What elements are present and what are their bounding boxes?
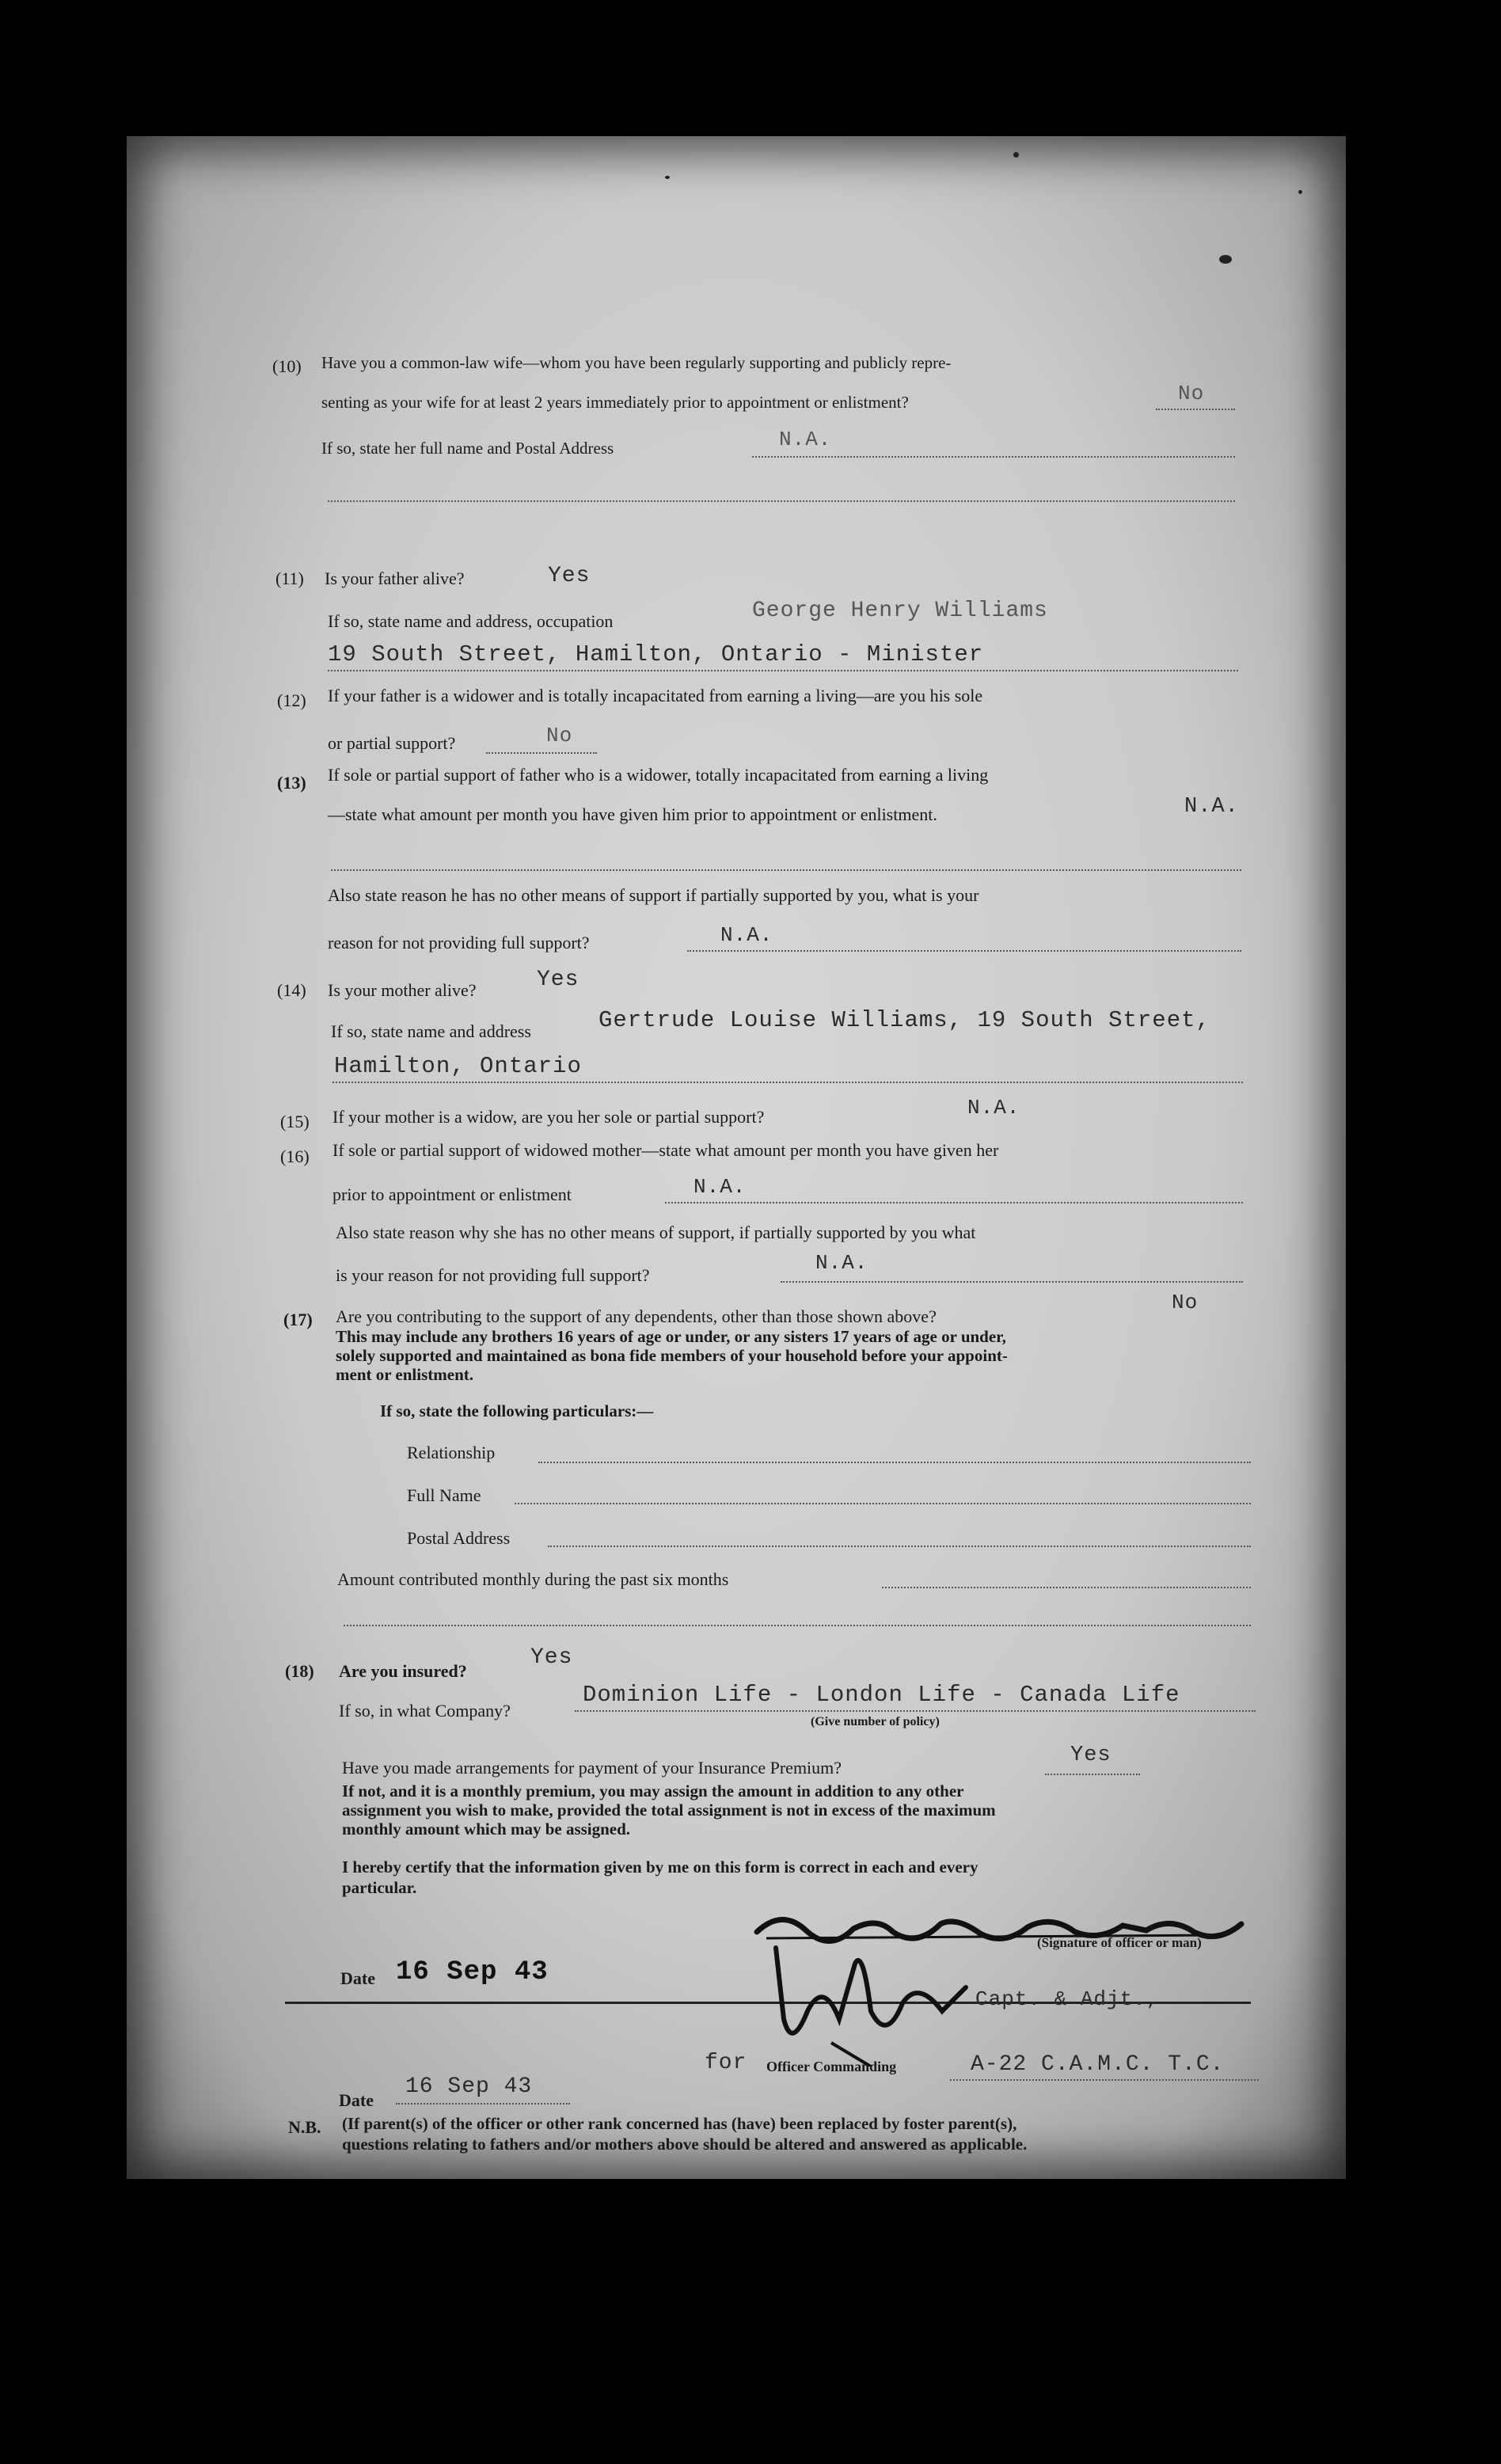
q10-answer2: N.A. — [779, 428, 832, 451]
q14-line1: Is your mother alive? — [328, 980, 477, 1000]
nb-line1: (If parent(s) of the officer or other rank concerned has (have) been replaced by foster parent(s), — [342, 2114, 1017, 2133]
dust-speck — [665, 176, 670, 179]
q16-number: (16) — [280, 1146, 310, 1166]
q10-line2: senting as your wife for at least 2 years immediately prior to appointment or enlistment? — [321, 393, 909, 412]
q10-answer-line — [1156, 409, 1235, 410]
q12-answer-line — [486, 752, 597, 754]
q17-line1: Are you contributing to the support of any dependents, other than those shown above? — [336, 1306, 937, 1326]
date-label2: Date — [339, 2090, 374, 2110]
certify-line2: particular. — [342, 1878, 417, 1897]
q16-line2: prior to appointment or enlistment — [332, 1184, 572, 1204]
certify-line1: I hereby certify that the information given by me on this form is correct in each and every — [342, 1858, 978, 1877]
q11-father-address: 19 South Street, Hamilton, Ontario - Minister — [328, 641, 984, 667]
q13-reason-line — [687, 950, 1241, 952]
q17-postal-address: Postal Address — [407, 1528, 511, 1548]
unit-line — [950, 2079, 1259, 2081]
unit: A-22 C.A.M.C. T.C. — [971, 2052, 1225, 2077]
q17-amount: Amount contributed monthly during the past six months — [337, 1569, 729, 1589]
for-label: for — [705, 2051, 747, 2075]
q14-address-line — [332, 1082, 1243, 1083]
q16-line4: is your reason for not providing full support? — [336, 1265, 650, 1285]
q18-line1: Are you insured? — [339, 1661, 467, 1681]
q18-line6: monthly amount which may be assigned. — [342, 1819, 631, 1838]
signature-caption: (Signature of officer or man) — [1037, 1935, 1202, 1950]
dust-speck — [1298, 190, 1302, 194]
q11-line1: Is your father alive? — [325, 568, 465, 588]
date-line2 — [396, 2103, 570, 2105]
q17-answer: No — [1172, 1291, 1199, 1314]
q18-company-line — [575, 1710, 1256, 1712]
q13-line3: Also state reason he has no other means of support if partially supported by you, what is your — [328, 885, 979, 905]
dust-speck — [1219, 255, 1232, 264]
q12-number: (12) — [277, 690, 306, 710]
officer-commanding: Officer Commanding — [766, 2059, 897, 2074]
q18-company: Dominion Life - London Life - Canada Life — [583, 1682, 1180, 1708]
q17-relationship-line — [538, 1462, 1251, 1463]
q15-line1: If your mother is a widow, are you her sole or partial support? — [332, 1107, 765, 1127]
q14-answer: Yes — [537, 968, 580, 992]
officer-signature — [760, 1932, 1005, 2067]
q17-line4: ment or enlistment. — [336, 1365, 473, 1384]
q17-full-name: Full Name — [407, 1485, 481, 1505]
q12-line1: If your father is a widower and is totally incapacitated from earning a living—are you his sole — [328, 686, 983, 705]
q14-line2: If so, state name and address — [331, 1021, 531, 1041]
q10-line3: If so, state her full name and Postal Address — [321, 439, 614, 458]
q11-number: (11) — [276, 568, 304, 588]
q13-amount-line — [331, 869, 1241, 871]
q11-father-name: George Henry Williams — [752, 599, 1048, 623]
q15-answer: N.A. — [967, 1096, 1020, 1120]
q17-line2: This may include any brothers 16 years of age or under, or any sisters 17 years of age or under, — [336, 1327, 1006, 1346]
q18-line2: If so, in what Company? — [339, 1701, 511, 1721]
q11-answer: Yes — [548, 564, 591, 588]
q11-line2: If so, state name and address, occupation — [328, 611, 614, 631]
nb-line2: questions relating to fathers and/or mothers above should be altered and answered as applicable. — [342, 2135, 1028, 2154]
q18-answer2: Yes — [1070, 1743, 1112, 1767]
q14-mother-address: Hamilton, Ontario — [334, 1053, 582, 1079]
q12-line2: or partial support? — [328, 733, 456, 753]
q17-postal-address-line — [548, 1546, 1251, 1547]
q12-answer: No — [546, 724, 573, 747]
q13-answer2: N.A. — [720, 923, 773, 947]
q17-amount-line — [882, 1587, 1251, 1588]
q16-answer2: N.A. — [815, 1251, 868, 1275]
q18-answer: Yes — [530, 1645, 573, 1670]
q14-mother-name: Gertrude Louise Williams, 19 South Street, — [598, 1007, 1210, 1033]
q18-line3: Have you made arrangements for payment of your Insurance Premium? — [342, 1758, 842, 1778]
q16-line1: If sole or partial support of widowed mother—state what amount per month you have given her — [332, 1140, 999, 1160]
q17-amount-line2 — [344, 1625, 1251, 1626]
q10-line1: Have you a common-law wife—whom you have been regularly supporting and publicly repre- — [321, 353, 952, 372]
q18-line5: assignment you wish to make, provided the total assignment is not in excess of the maximum — [342, 1800, 996, 1819]
date-label: Date — [340, 1968, 375, 1988]
nb-label: N.B. — [288, 2117, 321, 2137]
q17-relationship: Relationship — [407, 1443, 496, 1462]
q13-number: (13) — [277, 773, 306, 793]
q10-address-line — [752, 456, 1235, 458]
q16-answer: N.A. — [694, 1175, 747, 1199]
q16-reason-line — [781, 1281, 1243, 1283]
q17-number: (17) — [283, 1310, 313, 1329]
q10-number: (10) — [272, 356, 302, 376]
q17-line5: If so, state the following particulars:— — [380, 1401, 654, 1420]
q17-line3: solely supported and maintained as bona fide members of your household before your appoint- — [336, 1346, 1008, 1365]
q11-address-line — [328, 670, 1238, 671]
date-value2: 16 Sep 43 — [405, 2074, 533, 2099]
q16-line3: Also state reason why she has no other means of support, if partially supported by you what — [336, 1222, 976, 1242]
dust-speck — [1013, 152, 1019, 158]
q18-line4: If not, and it is a monthly premium, you may assign the amount in addition to any other — [342, 1781, 964, 1800]
q18-number: (18) — [285, 1661, 314, 1681]
q13-line1: If sole or partial support of father who is a widower, totally incapacitated from earning a living — [328, 765, 989, 785]
q18-answer2-line — [1045, 1774, 1140, 1775]
q13-answer: N.A. — [1184, 795, 1239, 819]
q17-full-name-line — [515, 1503, 1251, 1504]
q13-line4: reason for not providing full support? — [328, 933, 590, 953]
date-value: 16 Sep 43 — [396, 1957, 549, 1987]
q10-answer: No — [1178, 382, 1205, 405]
q15-number: (15) — [280, 1112, 310, 1131]
q13-line2: —state what amount per month you have given him prior to appointment or enlistment. — [328, 804, 937, 824]
q18-policy-note: (Give number of policy) — [811, 1715, 940, 1728]
capt-text: Capt. & Adjt., — [975, 1987, 1160, 2011]
q10-address-line2 — [328, 500, 1235, 502]
q14-number: (14) — [277, 980, 306, 1000]
q16-amount-line — [665, 1202, 1243, 1203]
